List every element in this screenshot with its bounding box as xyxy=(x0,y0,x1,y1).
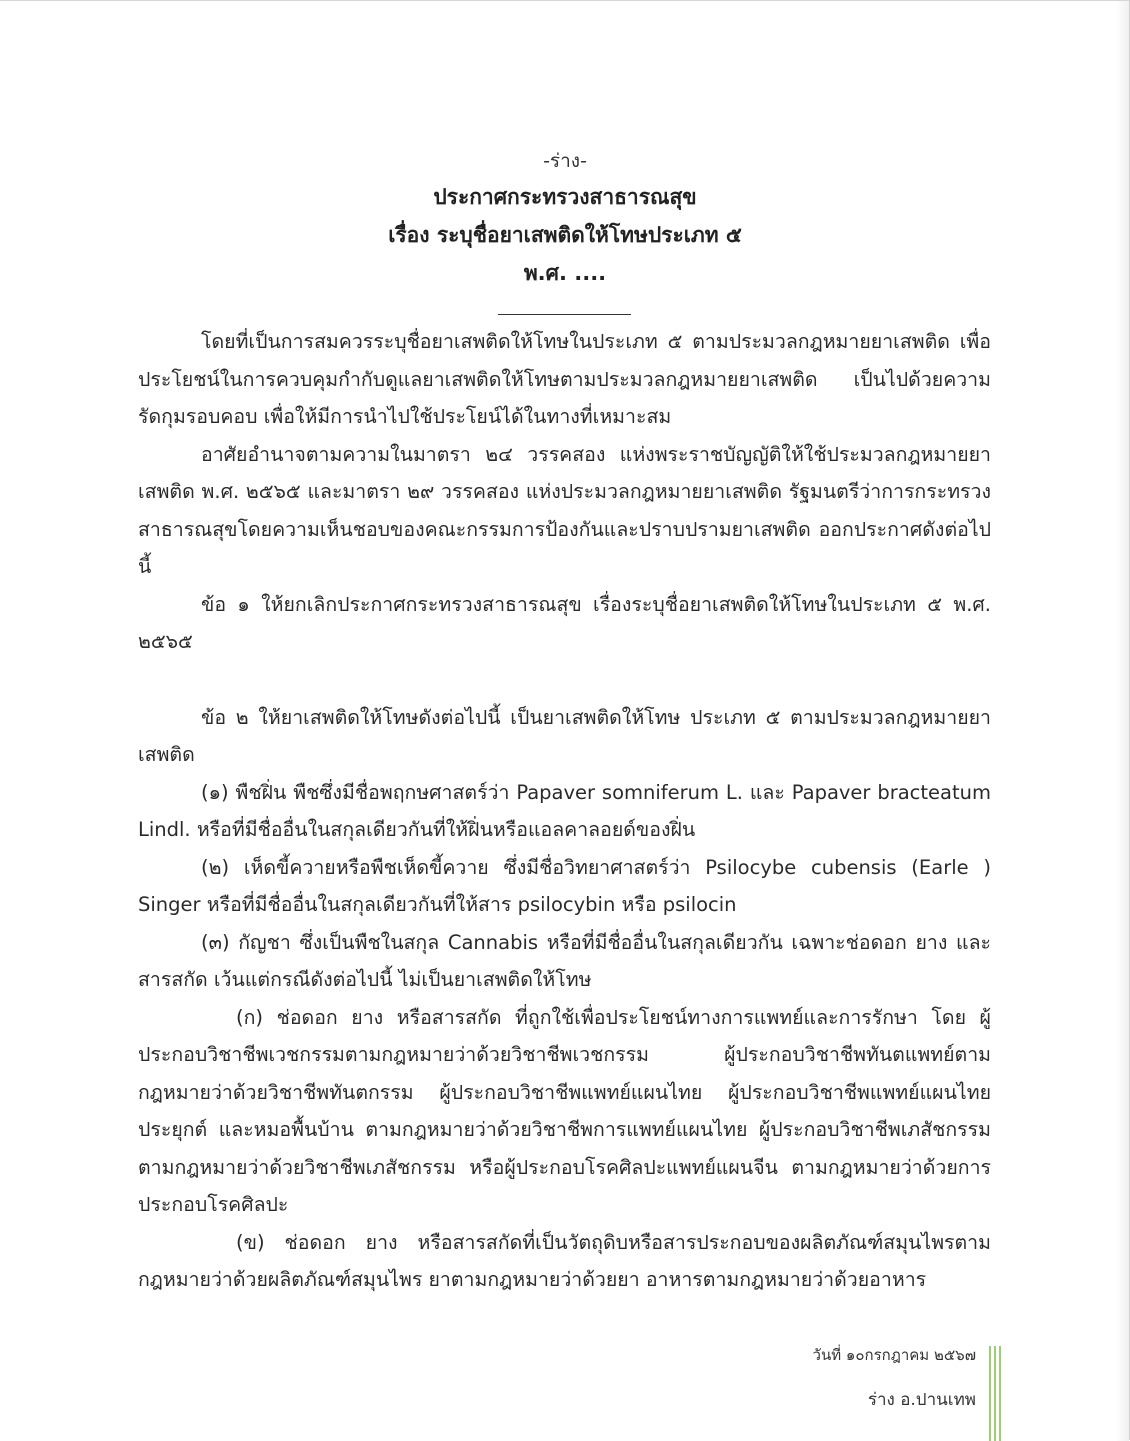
green-margin-lines xyxy=(988,1346,1004,1441)
page-edge-shadow xyxy=(1115,1,1129,1441)
item-3-cannabis: (๓) กัญชา ซึ่งเป็นพืชในสกุล Cannabis หรือที่มีชื่ออื่นในสกุลเดียวกัน เฉพาะช่อดอก ยาง และสารสกัด เว้นแต่กรณีดังต่อไปนี้ ไม่เป็นยาเสพติดให้โทษ xyxy=(138,930,991,991)
authority-paragraph: อาศัยอำนาจตามความในมาตรา ๒๔ วรรคสอง แห่งพระราชบัญญัติให้ใช้ประมวลกฎหมายยาเสพติด พ.ศ. ๒๕๖๕ และมาตรา ๒๙ วรรคสอง แห่งประมวลกฎหมายยาเสพติด รัฐมนตรีว่าการกระทรวงสาธารณสุขโดยความเห็นชอบของคณะกรรมการป้องกันและปราบปรามยาเสพติด ออกประกาศดังต่อไปนี้ xyxy=(138,442,991,578)
item-1-opium: (๑) พืชฝิ่น พืชซึ่งมีชื่อพฤกษศาสตร์ว่า Papaver somniferum L. และ Papaver bracteatum Lindl. หรือที่มีชื่ออื่นในสกุลเดียวกันที่ให้ฝิ่นหรือแอลคาลอยด์ของฝิ่น xyxy=(138,780,991,841)
draft-label: -ร่าง- xyxy=(543,150,587,172)
paragraph-gap xyxy=(138,661,991,699)
item-2-mushroom: (๒) เห็ดขี้ควายหรือพืชเห็ดขี้ควาย ซึ่งมีชื่อวิทยาศาสตร์ว่า Psilocybe cubensis (Earle ) Singer หรือที่มีชื่ออื่นในสกุลเดียวกันที่ให้สาร psilocybin หรือ psilocin xyxy=(138,855,991,916)
sub-item-a: (ก) ช่อดอก ยาง หรือสารสกัด ที่ถูกใช้เพื่อประโยชน์ทางการแพทย์และการรักษา โดย ผู้ประกอบวิชาชีพเวชกรรมตามกฎหมายว่าด้วยวิชาชีพเวชกรรม ผู้ประกอบวิชาชีพทันตแพทย์ตามกฎหมายว่าด้วยวิชาชีพทันตกรรม ผู้ประกอบวิชาชีพแพทย์แผนไทย ผู้ประกอบวิชาชีพแพทย์แผนไทยประยุกต์ และหมอพื้นบ้าน ตามกฎหมายว่าด้วยวิชาชีพการแพทย์แผนไทย ผู้ประกอบวิชาชีพเภสัชกรรมตามกฎหมายว่าด้วยวิชาชีพเภสัชกรรม หรือผู้ประกอบโรคศิลปะแพทย์แผนจีน ตามกฎหมายว่าด้วยการประกอบโรคศิลปะ xyxy=(138,1005,991,1216)
footer-date: วันที่ ๑๐กรกฎาคม ๒๕๖๗ xyxy=(812,1346,976,1364)
footer-draft-by: ร่าง อ.ปานเทพ xyxy=(867,1390,976,1410)
title-line-1: ประกาศกระทรวงสาธารณสุข xyxy=(433,185,697,209)
title-divider xyxy=(498,314,631,315)
clause-2: ข้อ ๒ ให้ยาเสพติดให้โทษดังต่อไปนี้ เป็นยาเสพติดให้โทษ ประเภท ๕ ตามประมวลกฎหมายยาเสพติด xyxy=(138,705,991,766)
clause-1: ข้อ ๑ ให้ยกเลิกประกาศกระทรวงสาธารณสุข เรื่องระบุชื่อยาเสพติดให้โทษในประเภท ๕ พ.ศ. ๒๕๖๕ xyxy=(138,592,991,653)
title-line-3: พ.ศ. .... xyxy=(523,261,607,285)
preamble-paragraph: โดยที่เป็นการสมควรระบุชื่อยาเสพติดให้โทษในประเภท ๕ ตามประมวลกฎหมายยาเสพติด เพื่อประโยชน์ในการควบคุมกำกับดูแลยาเสพติดให้โทษตามประมวลกฎหมายยาเสพติด เป็นไปด้วยความรัดกุมรอบคอบ เพื่อให้มีการนำไปใช้ประโยน์ได้ในทางที่เหมาะสม xyxy=(138,330,991,428)
title-line-2: เรื่อง ระบุชื่อยาเสพติดให้โทษประเภท ๕ xyxy=(388,223,742,247)
document-body xyxy=(138,323,991,1299)
sub-item-b: (ข) ช่อดอก ยาง หรือสารสกัดที่เป็นวัตถุดิบหรือสารประกอบของผลิตภัณฑ์สมุนไพรตามกฎหมายว่าด้วยผลิตภัณฑ์สมุนไพร ยาตามกฎหมายว่าด้วยยา อาหารตามกฎหมายว่าด้วยอาหาร xyxy=(138,1230,991,1291)
